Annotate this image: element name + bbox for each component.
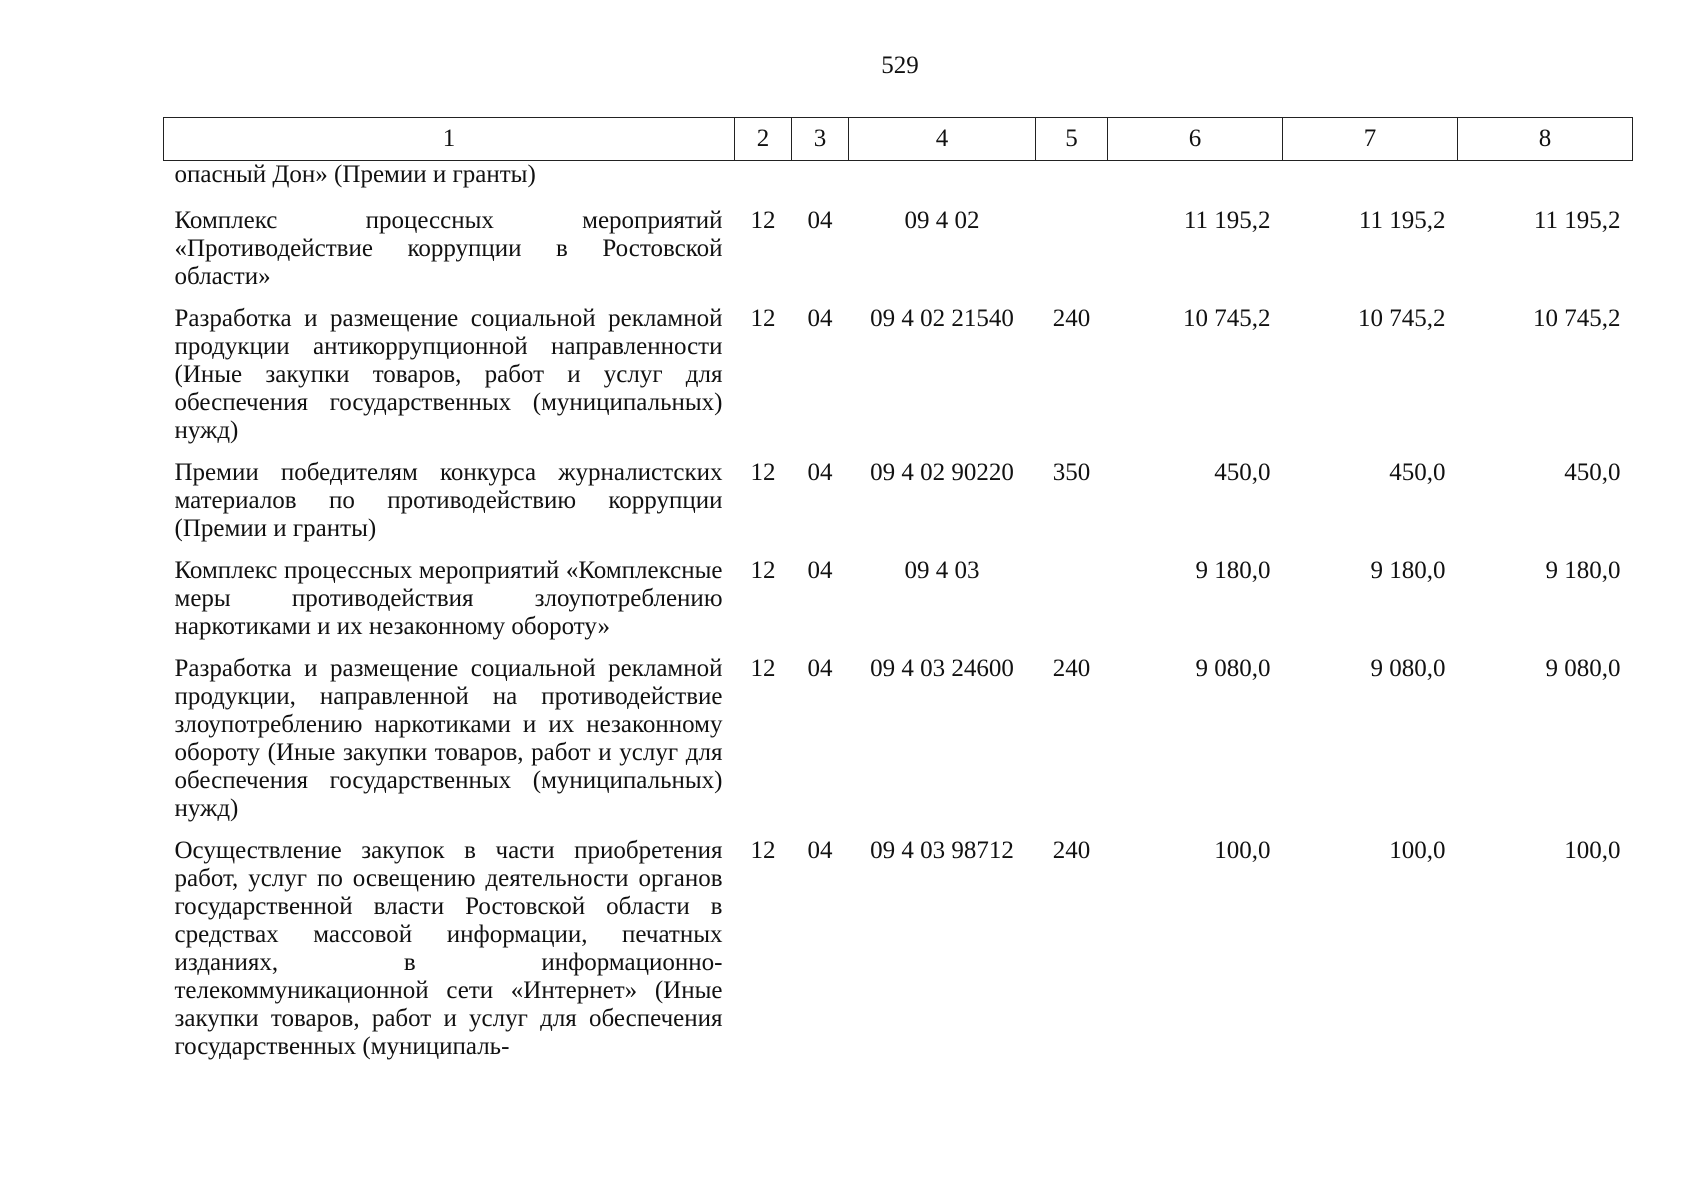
row-amount-7: 10 745,2 xyxy=(1358,305,1446,332)
row-amount-7: 100,0 xyxy=(1389,837,1446,864)
header-col-7: 7 xyxy=(1283,118,1458,161)
row-subsection: 04 xyxy=(807,207,833,234)
row-amount-7: 450,0 xyxy=(1389,459,1446,486)
continuation-row xyxy=(164,161,1633,204)
row-target-code: 09 4 03 24600 xyxy=(870,655,1014,682)
header-col-1: 1 xyxy=(164,118,735,161)
table-body xyxy=(164,161,1633,1072)
row-name: Комплекс процессных мероприятий «Комплексные меры противодействия злоупотреблению наркотиками и их незаконному обороту» xyxy=(174,557,723,640)
header-col-2: 2 xyxy=(735,118,792,161)
row-target-code: 09 4 02 90220 xyxy=(870,459,1014,486)
row-amount-6: 100,0 xyxy=(1214,837,1271,864)
row-expense-type: 240 xyxy=(1052,655,1091,682)
table-row xyxy=(164,455,1633,553)
row-amount-8: 11 195,2 xyxy=(1533,207,1621,234)
row-subsection: 04 xyxy=(807,557,833,584)
row-amount-7: 9 180,0 xyxy=(1370,557,1446,584)
row-section: 12 xyxy=(750,655,776,682)
row-subsection: 04 xyxy=(807,655,833,682)
row-amount-8: 100,0 xyxy=(1564,837,1621,864)
header-col-4: 4 xyxy=(849,118,1036,161)
page-number: 529 xyxy=(881,52,919,79)
header-col-5: 5 xyxy=(1036,118,1108,161)
row-amount-6: 11 195,2 xyxy=(1183,207,1271,234)
row-amount-8: 450,0 xyxy=(1564,459,1621,486)
row-subsection: 04 xyxy=(807,837,833,864)
row-amount-7: 9 080,0 xyxy=(1370,655,1446,682)
row-amount-8: 10 745,2 xyxy=(1533,305,1621,332)
row-name: Премии победителям конкурса журналистских материалов по противодействию коррупции (Премии и гранты) xyxy=(174,459,723,542)
row-amount-8: 9 080,0 xyxy=(1545,655,1621,682)
table-row xyxy=(164,651,1633,833)
table-header xyxy=(164,118,1633,161)
row-target-code: 09 4 02 xyxy=(904,207,980,234)
row-target-code: 09 4 03 98712 xyxy=(870,837,1014,864)
row-amount-6: 9 180,0 xyxy=(1195,557,1271,584)
row-section: 12 xyxy=(750,305,776,332)
row-section: 12 xyxy=(750,837,776,864)
header-col-3: 3 xyxy=(792,118,849,161)
row-name: Разработка и размещение социальной рекламной продукции антикоррупционной направленности (Иные закупки товаров, работ и услуг для обеспечения государственных (муниципальных) нужд) xyxy=(174,305,723,444)
row-name: Разработка и размещение социальной рекламной продукции, направленной на противодействие злоупотреблению наркотиками и их незаконному обороту (Иные закупки товаров, работ и услуг для обеспечения государственных (муниципальных) нужд) xyxy=(174,655,723,822)
row-amount-7: 11 195,2 xyxy=(1358,207,1446,234)
table-row xyxy=(164,833,1633,1071)
header-col-8: 8 xyxy=(1458,118,1633,161)
table-row xyxy=(164,203,1633,301)
row-amount-8: 9 180,0 xyxy=(1545,557,1621,584)
row-expense-type: 240 xyxy=(1052,305,1091,332)
row-amount-6: 450,0 xyxy=(1214,459,1271,486)
row-name: Комплекс процессных мероприятий «Противодействие коррупции в Ростовской области» xyxy=(174,207,723,290)
row-section: 12 xyxy=(750,557,776,584)
row-amount-6: 9 080,0 xyxy=(1195,655,1271,682)
row-name: Осуществление закупок в части приобретения работ, услуг по освещению деятельности органов государственной власти Ростовской области в средствах массовой информации, печатных изданиях, в информационно-телекоммуникационной сети «Интернет» (Иные закупки товаров, работ и услуг для обеспечения государственных (муниципаль- xyxy=(174,837,723,1060)
continuation-text: опасный Дон» (Премии и гранты) xyxy=(174,161,536,188)
table-row xyxy=(164,553,1633,651)
row-target-code: 09 4 03 xyxy=(904,557,980,584)
row-subsection: 04 xyxy=(807,305,833,332)
row-subsection: 04 xyxy=(807,459,833,486)
row-amount-6: 10 745,2 xyxy=(1183,305,1271,332)
row-target-code: 09 4 02 21540 xyxy=(870,305,1014,332)
row-expense-type: 240 xyxy=(1052,837,1091,864)
budget-table xyxy=(163,117,1633,1071)
row-expense-type xyxy=(1036,203,1108,301)
row-expense-type xyxy=(1036,553,1108,651)
row-expense-type: 350 xyxy=(1052,459,1091,486)
row-section: 12 xyxy=(750,207,776,234)
table-row xyxy=(164,301,1633,455)
header-col-6: 6 xyxy=(1108,118,1283,161)
row-section: 12 xyxy=(750,459,776,486)
